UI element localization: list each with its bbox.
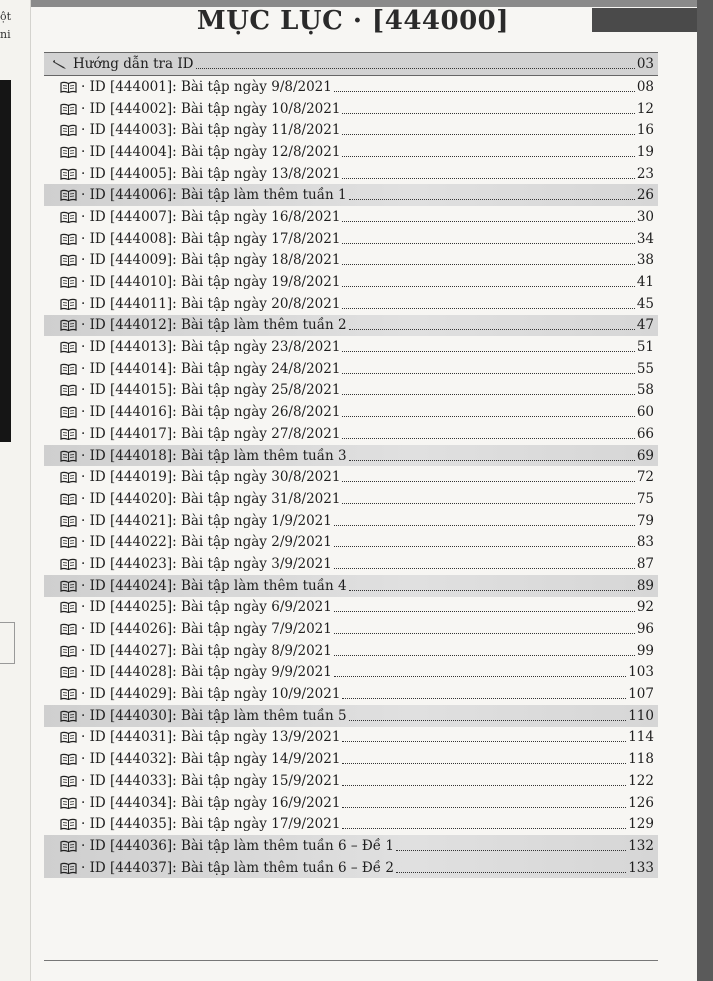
toc-entry[interactable]: [44, 640, 658, 662]
toc-entry[interactable]: [44, 141, 658, 163]
toc-leader-dots: [342, 819, 626, 829]
toc-entry-page: 103: [628, 664, 654, 681]
toc-entry-label: · ID [444013]: Bài tập ngày 23/8/2021: [81, 339, 341, 356]
toc-entry-label: · ID [444033]: Bài tập ngày 15/9/2021: [81, 772, 341, 789]
open-book-icon: [60, 493, 77, 505]
toc-entry-page: 89: [636, 577, 654, 594]
open-book-icon: [60, 580, 77, 592]
toc-leader-dots: [342, 472, 634, 482]
toc-leader-dots: [349, 451, 635, 461]
open-book-icon: [60, 298, 77, 310]
open-book-icon: [60, 688, 77, 700]
toc-entry[interactable]: [44, 163, 658, 185]
open-book-icon: [60, 319, 77, 331]
toc-entry-label: · ID [444009]: Bài tập ngày 18/8/2021: [81, 252, 341, 269]
toc-entry[interactable]: [44, 488, 658, 510]
toc-entry-page: 87: [636, 555, 654, 572]
toc-entry[interactable]: [44, 813, 658, 835]
open-book-icon: [60, 862, 77, 874]
toc-entry-page: 83: [636, 534, 654, 551]
toc-entry-page: 55: [636, 360, 654, 377]
toc-leader-dots: [349, 190, 635, 200]
toc-leader-dots: [334, 646, 635, 656]
toc-entry-page: 38: [636, 252, 654, 269]
adjacent-page-text-2: ni: [0, 28, 11, 41]
toc-entry[interactable]: [44, 662, 658, 684]
toc-leader-dots: [342, 277, 634, 287]
toc-entry-label: · ID [444005]: Bài tập ngày 13/8/2021: [81, 165, 341, 182]
toc-entry[interactable]: [44, 835, 658, 857]
toc-entry-label: · ID [444002]: Bài tập ngày 10/8/2021: [81, 100, 341, 117]
toc-entry-label: · ID [444016]: Bài tập ngày 26/8/2021: [81, 404, 341, 421]
open-book-icon: [60, 840, 77, 852]
toc-entry[interactable]: [44, 206, 658, 228]
toc-entry-page: 132: [628, 837, 654, 854]
toc-entry-label: · ID [444022]: Bài tập ngày 2/9/2021: [81, 534, 332, 551]
open-book-icon: [60, 666, 77, 678]
toc-entry-page: 72: [636, 469, 654, 486]
toc-entry[interactable]: [44, 98, 658, 120]
toc-entry[interactable]: [44, 184, 658, 206]
toc-entry-page: 12: [636, 100, 654, 117]
toc-guide-label: Hướng dẫn tra ID: [73, 56, 194, 72]
toc-entry-page: 118: [628, 751, 654, 768]
toc-entry-label: · ID [444007]: Bài tập ngày 16/8/2021: [81, 208, 341, 225]
toc-entry-label: · ID [444015]: Bài tập ngày 25/8/2021: [81, 382, 341, 399]
toc-entry-label: · ID [444003]: Bài tập ngày 11/8/2021: [81, 122, 341, 139]
toc-entry-page: 34: [636, 230, 654, 247]
open-book-icon: [60, 515, 77, 527]
toc-entry-label: · ID [444030]: Bài tập làm thêm tuần 5: [81, 707, 347, 724]
page-title: MỤC LỤC · [444000]: [196, 6, 510, 36]
toc-entry-label: · ID [444008]: Bài tập ngày 17/8/2021: [81, 230, 341, 247]
toc-leader-dots: [342, 234, 634, 244]
toc-entry-page: 126: [628, 794, 654, 811]
open-book-icon: [60, 818, 77, 830]
toc-leader-dots: [342, 407, 634, 417]
toc-entry-page: 107: [628, 686, 654, 703]
open-book-icon: [60, 601, 77, 613]
toc-entry[interactable]: [44, 445, 658, 467]
toc-entry[interactable]: [44, 315, 658, 337]
toc-leader-dots: [342, 364, 634, 374]
open-book-icon: [60, 124, 77, 136]
toc-entry-label: · ID [444017]: Bài tập ngày 27/8/2021: [81, 425, 341, 442]
toc-entry-page: 75: [636, 490, 654, 507]
toc-entry-page: 133: [628, 859, 654, 876]
toc-entry-page: 30: [636, 208, 654, 225]
open-book-icon: [60, 146, 77, 158]
toc-entry[interactable]: [44, 531, 658, 553]
toc-entry[interactable]: [44, 271, 658, 293]
open-book-icon: [60, 168, 77, 180]
toc-entry-label: · ID [444012]: Bài tập làm thêm tuần 2: [81, 317, 347, 334]
toc-leader-dots: [342, 147, 634, 157]
toc-entry-label: · ID [444004]: Bài tập ngày 12/8/2021: [81, 143, 341, 160]
open-book-icon: [60, 384, 77, 396]
open-book-icon: [60, 406, 77, 418]
toc-entry-page: 23: [636, 165, 654, 182]
toc-leader-dots: [334, 667, 626, 677]
toc-entry-label: · ID [444001]: Bài tập ngày 9/8/2021: [81, 78, 332, 95]
toc-leader-dots: [342, 689, 626, 699]
open-book-icon: [60, 536, 77, 548]
toc-leader-dots: [334, 602, 635, 612]
toc-entry-page: 16: [636, 122, 654, 139]
toc-entry-page: 47: [636, 317, 654, 334]
open-book-icon: [60, 81, 77, 93]
toc-entry-label: · ID [444032]: Bài tập ngày 14/9/2021: [81, 751, 341, 768]
toc-leader-dots: [349, 320, 635, 330]
toc-entry[interactable]: [44, 401, 658, 423]
adjacent-page-text-1: ột: [0, 10, 12, 23]
toc-entry[interactable]: [44, 466, 658, 488]
toc-entry-label: · ID [444026]: Bài tập ngày 7/9/2021: [81, 621, 332, 638]
open-book-icon: [60, 471, 77, 483]
toc-entry-page: 122: [628, 772, 654, 789]
toc-leader-dots: [342, 255, 634, 265]
toc-entry[interactable]: [44, 336, 658, 358]
open-book-icon: [60, 623, 77, 635]
toc-entry-page: 129: [628, 816, 654, 833]
toc-entry[interactable]: [44, 250, 658, 272]
toc-entry[interactable]: [44, 575, 658, 597]
toc-guide-row[interactable]: [44, 52, 658, 76]
toc-leader-dots: [334, 559, 635, 569]
toc-leader-dots: [334, 82, 635, 92]
toc-entry[interactable]: [44, 423, 658, 445]
toc-entry[interactable]: [44, 380, 658, 402]
toc-entry[interactable]: [44, 618, 658, 640]
toc-leader-dots: [342, 776, 626, 786]
toc-entry-page: 96: [636, 621, 654, 638]
toc-leader-dots: [342, 299, 634, 309]
toc-entry-page: 60: [636, 404, 654, 421]
toc-entry-label: · ID [444024]: Bài tập làm thêm tuần 4: [81, 577, 347, 594]
toc-entry-page: 99: [636, 642, 654, 659]
toc-leader-dots: [342, 104, 634, 114]
toc-entry-page: 66: [636, 425, 654, 442]
toc-entry-label: · ID [444010]: Bài tập ngày 19/8/2021: [81, 274, 341, 291]
toc-entry-label: · ID [444018]: Bài tập làm thêm tuần 3: [81, 447, 347, 464]
toc-entry[interactable]: [44, 358, 658, 380]
toc-entry-label: · ID [444034]: Bài tập ngày 16/9/2021: [81, 794, 341, 811]
open-book-icon: [60, 753, 77, 765]
toc-entry-page: 92: [636, 599, 654, 616]
toc-entry[interactable]: [44, 76, 658, 98]
toc-entry-label: · ID [444025]: Bài tập ngày 6/9/2021: [81, 599, 332, 616]
toc-leader-dots: [396, 841, 626, 851]
toc-entry[interactable]: [44, 597, 658, 619]
toc-entry-page: 114: [628, 729, 654, 746]
toc-entry-page: 41: [636, 274, 654, 291]
open-book-icon: [60, 103, 77, 115]
toc-leader-dots: [342, 732, 626, 742]
toc-entry-label: · ID [444028]: Bài tập ngày 9/9/2021: [81, 664, 332, 681]
toc-entry-label: · ID [444020]: Bài tập ngày 31/8/2021: [81, 490, 341, 507]
open-book-icon: [60, 189, 77, 201]
toc-entry-label: · ID [444006]: Bài tập làm thêm tuần 1: [81, 187, 347, 204]
toc-leader-dots: [349, 711, 627, 721]
toc-entry-label: · ID [444011]: Bài tập ngày 20/8/2021: [81, 295, 341, 312]
toc-entry-page: 45: [636, 295, 654, 312]
toc-leader-dots: [349, 581, 635, 591]
toc-entry[interactable]: [44, 293, 658, 315]
toc-entry-label: · ID [444021]: Bài tập ngày 1/9/2021: [81, 512, 332, 529]
open-book-icon: [60, 797, 77, 809]
toc-entry[interactable]: [44, 705, 658, 727]
toc-leader-dots: [342, 212, 634, 222]
toc-entry-page: 110: [628, 707, 654, 724]
pencil-icon: [52, 58, 69, 70]
toc-entry[interactable]: [44, 683, 658, 705]
toc-leader-dots: [342, 169, 634, 179]
toc-entry-label: · ID [444036]: Bài tập làm thêm tuần 6 – Đề 1: [81, 837, 394, 854]
toc-entry-page: 19: [636, 143, 654, 160]
toc-entry-page: 69: [636, 447, 654, 464]
toc-entry-label: · ID [444014]: Bài tập ngày 24/8/2021: [81, 360, 341, 377]
toc-entry-label: · ID [444035]: Bài tập ngày 17/9/2021: [81, 816, 341, 833]
toc-entry-page: 79: [636, 512, 654, 529]
toc-entry-label: · ID [444037]: Bài tập làm thêm tuần 6 – Đề 2: [81, 859, 394, 876]
toc-entry-page: 51: [636, 339, 654, 356]
toc-entry-page: 26: [636, 187, 654, 204]
toc-leader-dots: [342, 342, 634, 352]
toc-leader-dots: [334, 624, 635, 634]
toc-entry[interactable]: [44, 510, 658, 532]
toc-entry-page: 58: [636, 382, 654, 399]
toc-leader-dots: [334, 537, 635, 547]
toc-entry[interactable]: [44, 770, 658, 792]
bottom-divider: [44, 960, 658, 961]
toc-entry[interactable]: [44, 857, 658, 879]
toc-leader-dots: [342, 798, 626, 808]
adjacent-page-box: [0, 622, 15, 664]
open-book-icon: [60, 731, 77, 743]
adjacent-page-edge: [0, 0, 31, 981]
open-book-icon: [60, 450, 77, 462]
open-book-icon: [60, 341, 77, 353]
toc-leader-dots: [396, 863, 626, 873]
open-book-icon: [60, 211, 77, 223]
open-book-icon: [60, 428, 77, 440]
toc-entry[interactable]: [44, 748, 658, 770]
open-book-icon: [60, 558, 77, 570]
toc-leader-dots: [342, 494, 634, 504]
toc-entry[interactable]: [44, 553, 658, 575]
toc-entry-label: · ID [444023]: Bài tập ngày 3/9/2021: [81, 555, 332, 572]
toc-leader-dots: [196, 59, 635, 69]
toc-entry-label: · ID [444027]: Bài tập ngày 8/9/2021: [81, 642, 332, 659]
toc-guide-page: 03: [636, 56, 654, 72]
toc-leader-dots: [342, 429, 634, 439]
toc-leader-dots: [334, 516, 635, 526]
open-book-icon: [60, 645, 77, 657]
open-book-icon: [60, 233, 77, 245]
open-book-icon: [60, 775, 77, 787]
open-book-icon: [60, 710, 77, 722]
toc-entry-label: · ID [444031]: Bài tập ngày 13/9/2021: [81, 729, 341, 746]
toc-entry[interactable]: [44, 228, 658, 250]
toc-entry[interactable]: [44, 727, 658, 749]
table-of-contents: [44, 52, 658, 878]
toc-entry-page: 08: [636, 78, 654, 95]
open-book-icon: [60, 363, 77, 375]
toc-entry[interactable]: [44, 119, 658, 141]
open-book-icon: [60, 276, 77, 288]
toc-leader-dots: [342, 385, 634, 395]
toc-entry-label: · ID [444019]: Bài tập ngày 30/8/2021: [81, 469, 341, 486]
toc-leader-dots: [342, 125, 634, 135]
open-book-icon: [60, 254, 77, 266]
toc-leader-dots: [342, 754, 626, 764]
adjacent-page-image: [0, 80, 11, 442]
toc-entry[interactable]: [44, 792, 658, 814]
toc-entry-label: · ID [444029]: Bài tập ngày 10/9/2021: [81, 686, 341, 703]
